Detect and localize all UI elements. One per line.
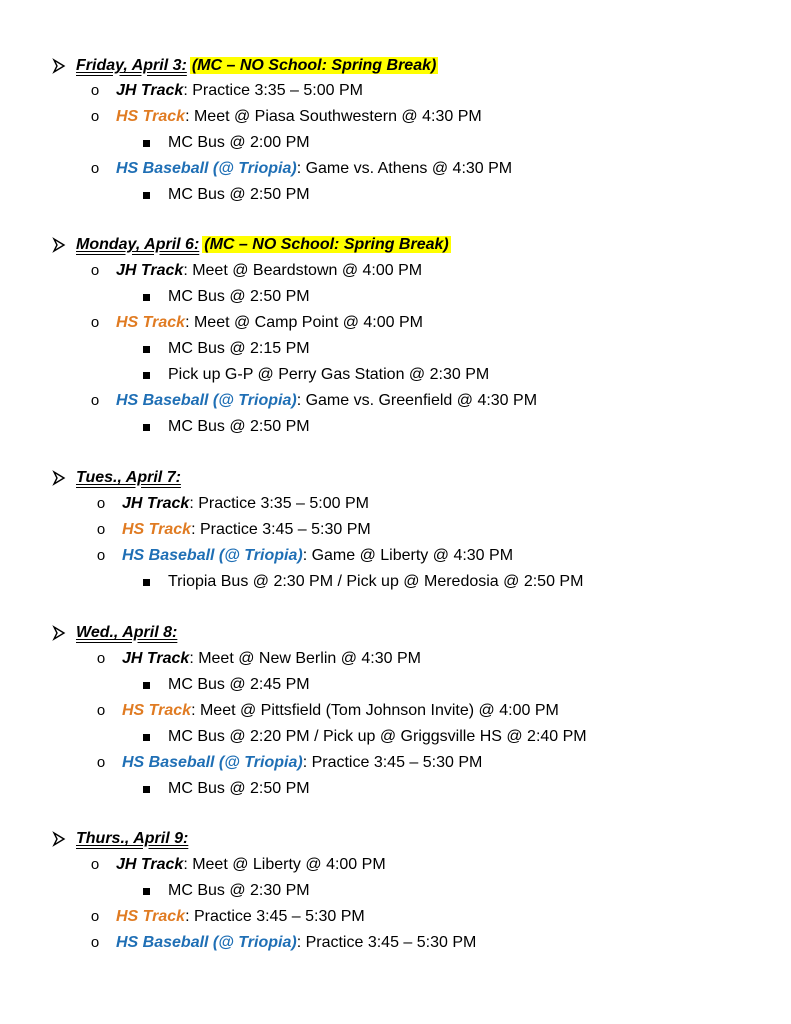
arrowhead-bullet-icon bbox=[52, 56, 66, 76]
hollow-circle-bullet-icon: o bbox=[96, 495, 106, 512]
item-text: : Practice 3:35 – 5:00 PM bbox=[189, 495, 369, 512]
item-text: : Practice 3:45 – 5:30 PM bbox=[185, 908, 365, 925]
hollow-circle-bullet-icon: o bbox=[96, 547, 106, 564]
day-label: Friday, April 3: bbox=[76, 57, 187, 74]
square-bullet-icon bbox=[143, 424, 150, 431]
day-label: Monday, April 6: bbox=[76, 236, 200, 253]
detail-text: MC Bus @ 2:45 PM bbox=[168, 676, 310, 693]
square-bullet-icon bbox=[143, 786, 150, 793]
item-text: : Practice 3:45 – 5:30 PM bbox=[302, 754, 483, 771]
square-bullet-icon bbox=[143, 372, 150, 379]
square-bullet-icon bbox=[143, 140, 150, 147]
detail-text: MC Bus @ 2:50 PM bbox=[168, 288, 310, 305]
square-bullet-icon bbox=[143, 192, 150, 199]
detail-text: MC Bus @ 2:50 PM bbox=[168, 186, 310, 203]
hollow-circle-bullet-icon: o bbox=[90, 262, 100, 279]
square-bullet-icon bbox=[143, 888, 150, 895]
item-text: : Practice 3:35 – 5:00 PM bbox=[183, 82, 363, 99]
team-label: JH Track bbox=[116, 262, 184, 279]
team-label: HS Track bbox=[116, 314, 186, 331]
team-label: JH Track bbox=[122, 495, 190, 512]
team-label: HS Baseball (@ Triopia) bbox=[116, 392, 297, 409]
hollow-circle-bullet-icon: o bbox=[96, 521, 106, 538]
detail-text: Triopia Bus @ 2:30 PM / Pick up @ Meredosia @ 2:50 PM bbox=[168, 573, 584, 590]
team-label: HS Track bbox=[122, 702, 192, 719]
hollow-circle-bullet-icon: o bbox=[90, 934, 100, 951]
item-text: : Meet @ Beardstown @ 4:00 PM bbox=[183, 262, 423, 279]
hollow-circle-bullet-icon: o bbox=[90, 82, 100, 99]
team-label: HS Baseball (@ Triopia) bbox=[116, 160, 297, 177]
team-label: HS Track bbox=[122, 521, 192, 538]
detail-text: MC Bus @ 2:20 PM / Pick up @ Griggsville HS @ 2:40 PM bbox=[168, 728, 587, 745]
arrowhead-bullet-icon bbox=[52, 829, 66, 849]
square-bullet-icon bbox=[143, 579, 150, 586]
detail-text: Pick up G-P @ Perry Gas Station @ 2:30 PM bbox=[168, 366, 490, 383]
hollow-circle-bullet-icon: o bbox=[90, 856, 100, 873]
arrowhead-bullet-icon bbox=[52, 468, 66, 488]
team-label: JH Track bbox=[122, 650, 190, 667]
team-label: HS Baseball (@ Triopia) bbox=[122, 547, 303, 564]
arrowhead-bullet-icon bbox=[52, 235, 66, 255]
arrowhead-bullet-icon bbox=[52, 623, 66, 643]
hollow-circle-bullet-icon: o bbox=[90, 908, 100, 925]
item-text: : Game vs. Athens @ 4:30 PM bbox=[296, 160, 513, 177]
detail-text: MC Bus @ 2:50 PM bbox=[168, 780, 310, 797]
detail-text: MC Bus @ 2:30 PM bbox=[168, 882, 310, 899]
hollow-circle-bullet-icon: o bbox=[96, 650, 106, 667]
item-text: : Meet @ Piasa Southwestern @ 4:30 PM bbox=[185, 108, 482, 125]
square-bullet-icon bbox=[143, 346, 150, 353]
item-text: : Meet @ Liberty @ 4:00 PM bbox=[183, 856, 386, 873]
team-label: JH Track bbox=[116, 82, 184, 99]
team-label: HS Track bbox=[116, 908, 186, 925]
detail-text: MC Bus @ 2:15 PM bbox=[168, 340, 310, 357]
hollow-circle-bullet-icon: o bbox=[90, 392, 100, 409]
team-label: HS Baseball (@ Triopia) bbox=[122, 754, 303, 771]
item-text: : Game vs. Greenfield @ 4:30 PM bbox=[296, 392, 538, 409]
hollow-circle-bullet-icon: o bbox=[90, 314, 100, 331]
item-text: : Meet @ Pittsfield (Tom Johnson Invite) @ 4:00 PM bbox=[191, 702, 559, 719]
item-text: : Practice 3:45 – 5:30 PM bbox=[296, 934, 477, 951]
team-label: HS Baseball (@ Triopia) bbox=[116, 934, 297, 951]
day-note-highlight: (MC – NO School: Spring Break) bbox=[204, 236, 449, 253]
team-label: HS Track bbox=[116, 108, 186, 125]
item-text: : Meet @ New Berlin @ 4:30 PM bbox=[189, 650, 421, 667]
day-note-highlight: (MC – NO School: Spring Break) bbox=[191, 57, 437, 74]
day-label: Tues., April 7: bbox=[76, 469, 181, 486]
hollow-circle-bullet-icon: o bbox=[96, 702, 106, 719]
detail-text: MC Bus @ 2:50 PM bbox=[168, 418, 310, 435]
square-bullet-icon bbox=[143, 294, 150, 301]
item-text: : Practice 3:45 – 5:30 PM bbox=[191, 521, 371, 538]
square-bullet-icon bbox=[143, 682, 150, 689]
day-label: Thurs., April 9: bbox=[76, 830, 189, 847]
day-label: Wed., April 8: bbox=[76, 624, 178, 641]
team-label: JH Track bbox=[116, 856, 184, 873]
item-text: : Meet @ Camp Point @ 4:00 PM bbox=[185, 314, 423, 331]
hollow-circle-bullet-icon: o bbox=[96, 754, 106, 771]
square-bullet-icon bbox=[143, 734, 150, 741]
detail-text: MC Bus @ 2:00 PM bbox=[168, 134, 310, 151]
hollow-circle-bullet-icon: o bbox=[90, 160, 100, 177]
item-text: : Game @ Liberty @ 4:30 PM bbox=[302, 547, 514, 564]
hollow-circle-bullet-icon: o bbox=[90, 108, 100, 125]
